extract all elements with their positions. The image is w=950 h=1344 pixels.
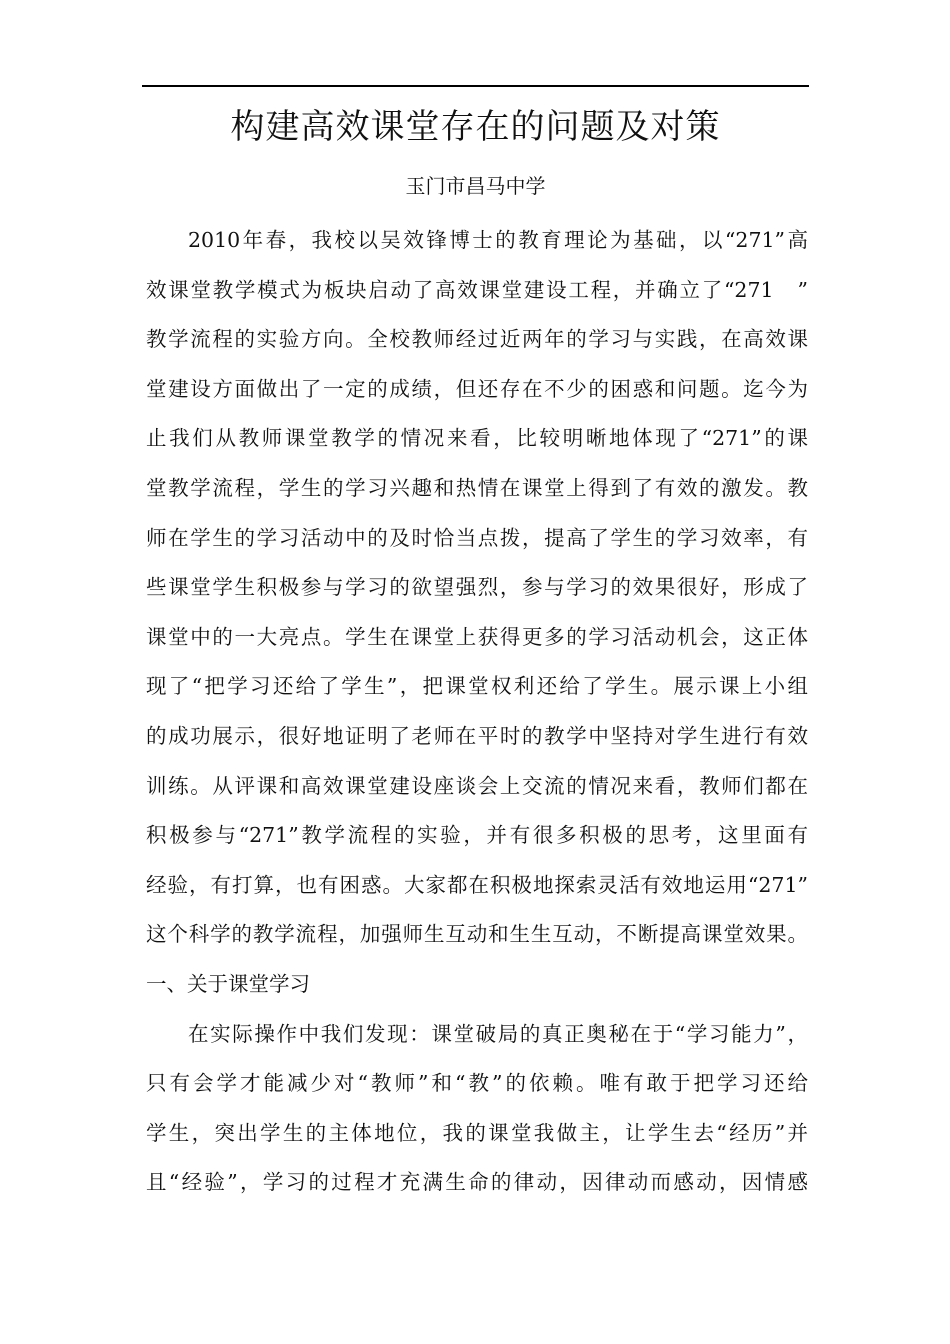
body-text (146, 216, 808, 1208)
text-line: 积极参与“271”教学流程的实验，并有很多积极的思考，这里面有 (146, 823, 808, 848)
text-line: 课堂中的一大亮点。学生在课堂上获得更多的学习活动机会，这正体 (146, 624, 808, 649)
text-line: 只有会学才能减少对“教师”和“教”的依赖。唯有敢于把学习还给 (146, 1071, 808, 1096)
text-line: 些课堂学生积极参与学习的欲望强烈，参与学习的效果很好，形成了 (146, 575, 808, 600)
text-line: 且“经验”，学习的过程才充满生命的律动，因律动而感动，因情感 (146, 1170, 808, 1195)
text-line: 堂教学流程，学生的学习兴趣和热情在课堂上得到了有效的激发。教 (146, 475, 808, 500)
text-line: 学生，突出学生的主体地位，我的课堂我做主，让学生去“经历”并 (146, 1120, 808, 1145)
document-title: 构建高效课堂存在的问题及对策 (230, 107, 721, 147)
organization-name: 玉门市昌马中学 (405, 174, 546, 198)
text-line: 2010年春，我校以吴效锋博士的教育理论为基础，以“271”高 (188, 228, 808, 252)
text-line: 这个科学的教学流程，加强师生互动和生生互动，不断提高课堂效果。 (146, 922, 808, 947)
text-line: 一、关于课堂学习 (146, 971, 310, 996)
text-line: 经验，有打算，也有困惑。大家都在积极地探索灵活有效地运用“271” (146, 872, 808, 897)
text-line: 效课堂教学模式为板块启动了高效课堂建设工程，并确立了“271 ” (146, 277, 808, 302)
text-line: 师在学生的学习活动中的及时恰当点拨，提高了学生的学习效率，有 (146, 525, 808, 550)
text-line: 的成功展示，很好地证明了老师在平时的教学中坚持对学生进行有效 (146, 723, 808, 748)
text-line: 在实际操作中我们发现：课堂破局的真正奥秘在于“学习能力”， (188, 1021, 808, 1046)
text-line: 止我们从教师课堂教学的情况来看，比较明晰地体现了“271”的课 (146, 426, 808, 451)
text-line: 堂建设方面做出了一定的成绩，但还存在不少的困惑和问题。迄今为 (146, 376, 808, 401)
text-line: 现了“把学习还给了学生”，把课堂权利还给了学生。展示课上小组 (146, 674, 808, 699)
header-rule (142, 85, 809, 87)
text-line: 训练。从评课和高效课堂建设座谈会上交流的情况来看，教师们都在 (146, 773, 808, 798)
text-line: 教学流程的实验方向。全校教师经过近两年的学习与实践，在高效课 (146, 327, 808, 352)
